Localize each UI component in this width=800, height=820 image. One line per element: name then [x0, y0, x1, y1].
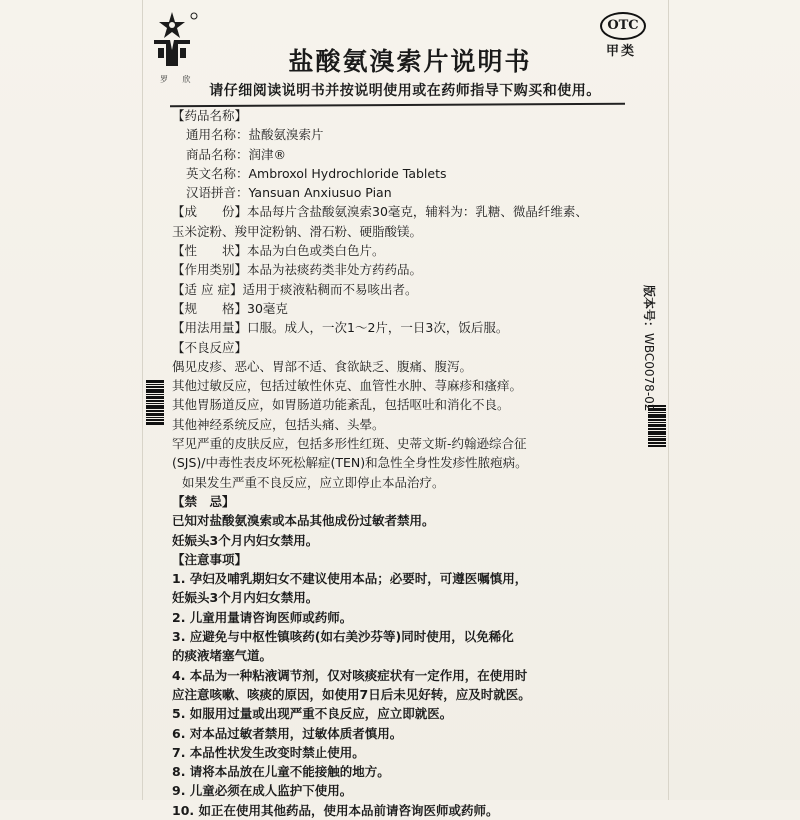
dosage: 【用法用量】口服。成人，一次1～2片，一日3次，饭后服。 [172, 320, 509, 336]
section-heading-drug-name: 【药品名称】 [172, 108, 248, 123]
left-barcode [146, 380, 164, 428]
right-barcode [648, 405, 666, 451]
logo-caption: 罗 欣 [160, 75, 197, 84]
category: 【作用类别】本品为祛痰药类非处方药药品。 [172, 262, 423, 278]
ingredients-line-2: 玉米淀粉、羧甲淀粉钠、滑石粉、硬脂酸镁。 [172, 223, 423, 239]
precaution-line: 10. 如正在使用其他药品，使用本品前请咨询医师或药师。 [172, 802, 499, 818]
generic-name: 通用名称：盐酸氨溴索片 [186, 127, 324, 143]
version-number: WBC0078-02 [642, 333, 656, 412]
adverse-line-5: 罕见严重的皮肤反应，包括多形性红斑、史蒂文斯-约翰逊综合征 [172, 436, 527, 452]
section-heading-precautions: 【注意事项】 [172, 551, 248, 567]
adverse-line-7: 如果发生严重不良反应，应立即停止本品治疗。 [182, 474, 445, 490]
contraindication-line-2: 妊娠头3个月内妇女禁用。 [172, 532, 319, 548]
version-code [641, 285, 658, 411]
precaution-line: 的痰液堵塞气道。 [172, 648, 273, 664]
otc-badge: OTC [600, 12, 646, 40]
precaution-line: 9. 儿童必须在成人监护下使用。 [172, 783, 353, 799]
precaution-line: 8. 请将本品放在儿童不能接触的地方。 [172, 764, 390, 780]
precaution-line: 3. 应避免与中枢性镇咳药(如右美沙芬等)同时使用，以免稀化 [172, 629, 514, 645]
company-logo-icon [150, 10, 210, 70]
precaution-line: 4. 本品为一种粘液调节剂，仅对咳痰症状有一定作用，在使用时 [172, 667, 528, 683]
otc-class-label: 甲类 [606, 44, 637, 59]
adverse-line-6: (SJS)/中毒性表皮坏死松解症(TEN)和急性全身性发疹性脓疱病。 [172, 455, 528, 471]
version-label: 版本号： [642, 285, 656, 334]
document-title: 盐酸氨溴索片说明书 [288, 47, 532, 76]
precaution-line: 妊娠头3个月内妇女禁用。 [172, 590, 319, 606]
adverse-line-1: 偶见皮疹、恶心、胃部不适、食欲缺乏、腹痛、腹泻。 [172, 358, 473, 374]
adverse-line-2: 其他过敏反应，包括过敏性休克、血管性水肿、荨麻疹和瘙痒。 [172, 378, 523, 394]
section-heading-contraindications: 【禁 忌】 [172, 493, 235, 509]
specification: 【规 格】30毫克 [172, 300, 288, 316]
adverse-line-4: 其他神经系统反应，包括头痛、头晕。 [172, 416, 385, 432]
precaution-line: 应注意咳嗽、咳痰的原因，如使用7日后未见好转，应及时就医。 [172, 686, 531, 702]
precaution-line: 2. 儿童用量请咨询医师或药师。 [172, 609, 353, 625]
precaution-line: 5. 如服用过量或出现严重不良反应，应立即就医。 [172, 706, 453, 722]
page-edge-right [668, 0, 669, 800]
section-heading-adverse: 【不良反应】 [172, 339, 248, 355]
ingredients-line-1: 【成 份】本品每片含盐酸氨溴索30毫克，辅料为：乳糖、微晶纤维素、 [172, 204, 588, 220]
pinyin-name: 汉语拼音：Yansuan Anxiusuo Pian [186, 185, 392, 201]
indication: 【适 应 症】适用于痰液粘稠而不易咳出者。 [172, 281, 418, 297]
contraindication-line-1: 已知对盐酸氨溴索或本品其他成份过敏者禁用。 [172, 513, 435, 529]
document-subtitle: 请仔细阅读说明书并按说明使用或在药师指导下购买和使用。 [209, 83, 601, 99]
adverse-line-3: 其他胃肠道反应，如胃肠道功能紊乱，包括呕吐和消化不良。 [172, 397, 510, 413]
properties: 【性 状】本品为白色或类白色片。 [172, 243, 385, 259]
precaution-line: 1. 孕妇及哺乳期妇女不建议使用本品；必要时，可遵医嘱慎用， [172, 571, 528, 587]
page-edge-left [142, 0, 143, 800]
precaution-line: 7. 本品性状发生改变时禁止使用。 [172, 744, 365, 760]
precaution-line: 6. 对本品过敏者禁用，过敏体质者慎用。 [172, 725, 403, 741]
trade-name: 商品名称：润津® [186, 146, 287, 162]
english-name: 英文名称：Ambroxol Hydrochloride Tablets [186, 165, 447, 181]
leaflet-body [172, 106, 642, 820]
